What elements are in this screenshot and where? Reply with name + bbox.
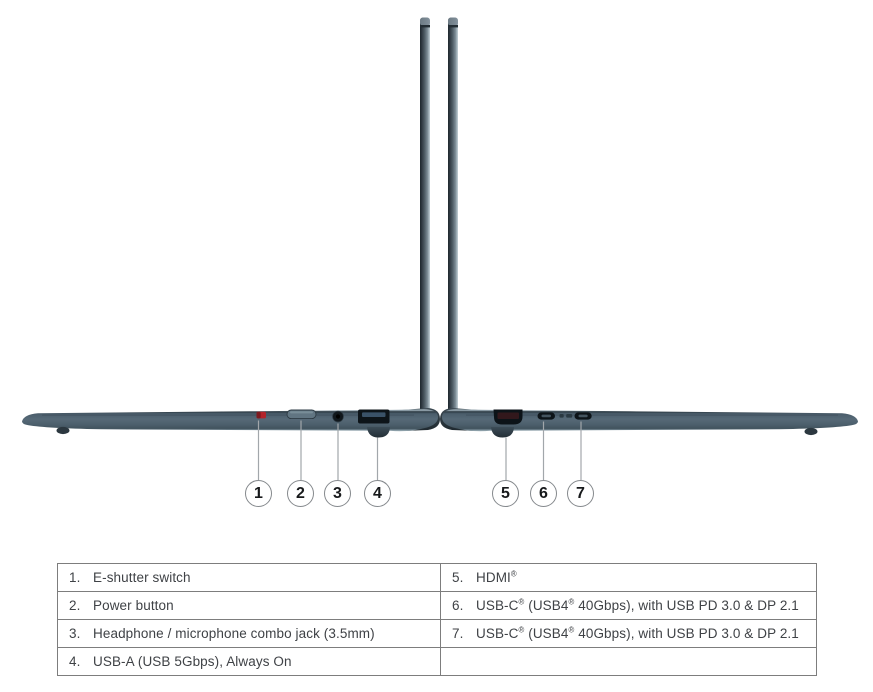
callout-3-number: 3 bbox=[333, 484, 342, 502]
callout-1-number: 1 bbox=[254, 484, 263, 502]
laptop-right-side-view bbox=[440, 18, 858, 438]
headphone-jack-port bbox=[333, 411, 344, 422]
laptop-right-front-foot bbox=[805, 428, 818, 435]
callout-6-number: 6 bbox=[539, 484, 548, 502]
laptop-left-screen bbox=[420, 18, 430, 419]
callout-7 bbox=[567, 480, 594, 507]
legend-number: 4. bbox=[69, 654, 81, 669]
legend-number: 6. bbox=[452, 598, 464, 613]
callout-3 bbox=[324, 480, 351, 507]
legend-number: 3. bbox=[69, 626, 81, 641]
legend-cell-6 bbox=[441, 592, 817, 620]
legend-label: Headphone / microphone combo jack (3.5mm) bbox=[93, 626, 375, 641]
power-button bbox=[287, 410, 316, 419]
table-row bbox=[58, 648, 817, 676]
legend-number: 1. bbox=[69, 570, 81, 585]
callout-2-number: 2 bbox=[296, 484, 305, 502]
ports-legend-table bbox=[57, 563, 817, 676]
legend-label: Power button bbox=[93, 598, 174, 613]
legend-label: E-shutter switch bbox=[93, 570, 191, 585]
e-shutter-switch bbox=[257, 412, 267, 419]
laptop-left-side-view bbox=[22, 18, 440, 438]
legend-cell-empty bbox=[441, 648, 817, 676]
legend-number: 7. bbox=[452, 626, 464, 641]
callout-5-number: 5 bbox=[501, 484, 510, 502]
laptop-right-screen bbox=[448, 18, 458, 419]
callout-5 bbox=[492, 480, 519, 507]
callout-4-number: 4 bbox=[373, 484, 382, 502]
legend-number: 2. bbox=[69, 598, 81, 613]
usb-a-port bbox=[358, 410, 390, 424]
laptop-left-rear-foot bbox=[367, 427, 390, 438]
usb-c-port-1 bbox=[538, 412, 556, 419]
callout-1 bbox=[245, 480, 272, 507]
usb-c-port-2 bbox=[575, 412, 592, 419]
callout-4 bbox=[364, 480, 391, 507]
legend-label: USB-C® (USB4® 40Gbps), with USB PD 3.0 & DP 2.1 bbox=[476, 597, 799, 613]
table-row bbox=[58, 564, 817, 592]
table-row bbox=[58, 620, 817, 648]
callout-7-number: 7 bbox=[576, 484, 585, 502]
legend-label: USB-A (USB 5Gbps), Always On bbox=[93, 654, 292, 669]
hdmi-port bbox=[494, 410, 523, 425]
table-row bbox=[58, 592, 817, 620]
legend-label: HDMI® bbox=[476, 569, 517, 585]
legend-label: USB-C® (USB4® 40Gbps), with USB PD 3.0 & DP 2.1 bbox=[476, 625, 799, 641]
laptop-left-front-foot bbox=[57, 427, 70, 434]
legend-cell-2 bbox=[58, 592, 441, 620]
legend-cell-7 bbox=[441, 620, 817, 648]
laptop-right-rear-foot bbox=[491, 427, 514, 438]
legend-number: 5. bbox=[452, 570, 464, 585]
legend-cell-4 bbox=[58, 648, 441, 676]
callout-6 bbox=[530, 480, 557, 507]
callout-2 bbox=[287, 480, 314, 507]
legend-cell-1 bbox=[58, 564, 441, 592]
legend-cell-5 bbox=[441, 564, 817, 592]
legend-cell-3 bbox=[58, 620, 441, 648]
